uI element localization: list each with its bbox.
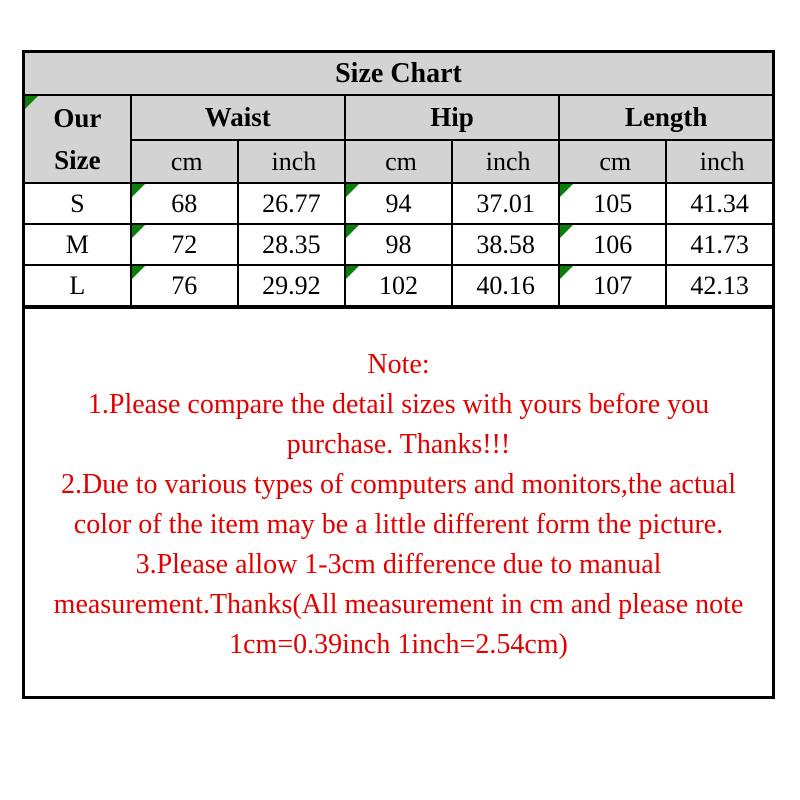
value-cell-length-cm	[559, 224, 666, 265]
size-cell: S	[24, 183, 131, 224]
value-text: 98	[385, 229, 412, 259]
unit-header-waist-inch: inch	[238, 140, 345, 183]
cell-comment-marker-icon	[346, 225, 359, 238]
value-cell-hip-inch: 37.01	[452, 183, 559, 224]
column-group-length: Length	[559, 95, 773, 140]
unit-header-waist-cm: cm	[131, 140, 238, 183]
value-cell-waist-cm	[131, 224, 238, 265]
cell-comment-marker-icon	[560, 184, 573, 197]
table-title: Size Chart	[24, 52, 774, 96]
value-cell-waist-inch: 26.77	[238, 183, 345, 224]
table-row-l	[24, 265, 774, 307]
value-text: 76	[171, 270, 198, 300]
cell-comment-marker-icon	[132, 184, 145, 197]
value-text: 94	[385, 188, 412, 218]
cell-comment-marker-icon	[132, 225, 145, 238]
value-cell-waist-cm	[131, 183, 238, 224]
value-text: 72	[171, 229, 198, 259]
corner-label-line2: Size	[54, 145, 101, 175]
corner-cell-our-size	[24, 95, 131, 183]
value-cell-length-cm	[559, 265, 666, 307]
cell-comment-marker-icon	[560, 266, 573, 279]
unit-header-length-inch: inch	[666, 140, 773, 183]
cell-comment-marker-icon	[132, 266, 145, 279]
value-cell-hip-cm	[345, 224, 452, 265]
value-text: 107	[593, 270, 633, 300]
note-box	[22, 306, 775, 699]
note-heading: Note:	[367, 349, 430, 380]
table-row-s	[24, 183, 774, 224]
unit-header-hip-cm: cm	[345, 140, 452, 183]
size-chart-table	[22, 50, 775, 308]
cell-comment-marker-icon	[346, 184, 359, 197]
value-cell-length-inch: 41.73	[666, 224, 773, 265]
unit-header-hip-inch: inch	[452, 140, 559, 183]
note-item-2: 2.Due to various types of computers and monitors,the actual color of the item may be a little different form the picture.	[61, 469, 736, 540]
cell-comment-marker-icon	[346, 266, 359, 279]
size-cell: L	[24, 265, 131, 307]
value-cell-waist-inch: 28.35	[238, 224, 345, 265]
value-cell-length-inch: 41.34	[666, 183, 773, 224]
note-item-3: 3.Please allow 1-3cm difference due to manual measurement.Thanks(All measurement in cm and please note 1cm=0.39inch 1inch=2.54cm)	[53, 549, 744, 660]
unit-header-length-cm: cm	[559, 140, 666, 183]
value-cell-waist-cm	[131, 265, 238, 307]
column-group-waist: Waist	[131, 95, 345, 140]
note-item-1: 1.Please compare the detail sizes with yours before you purchase. Thanks!!!	[87, 389, 710, 460]
value-cell-length-inch: 42.13	[666, 265, 773, 307]
value-text: 68	[171, 188, 198, 218]
size-cell: M	[24, 224, 131, 265]
value-cell-hip-cm	[345, 183, 452, 224]
content-column	[22, 50, 775, 699]
corner-label-line1: Our	[53, 103, 102, 133]
value-cell-waist-inch: 29.92	[238, 265, 345, 307]
value-cell-hip-inch: 40.16	[452, 265, 559, 307]
cell-comment-marker-icon	[560, 225, 573, 238]
table-row-m	[24, 224, 774, 265]
value-text: 105	[593, 188, 633, 218]
value-cell-hip-cm	[345, 265, 452, 307]
value-cell-hip-inch: 38.58	[452, 224, 559, 265]
value-text: 106	[593, 229, 633, 259]
value-cell-length-cm	[559, 183, 666, 224]
cell-comment-marker-icon	[25, 96, 38, 109]
column-group-hip: Hip	[345, 95, 559, 140]
value-text: 102	[378, 270, 418, 300]
